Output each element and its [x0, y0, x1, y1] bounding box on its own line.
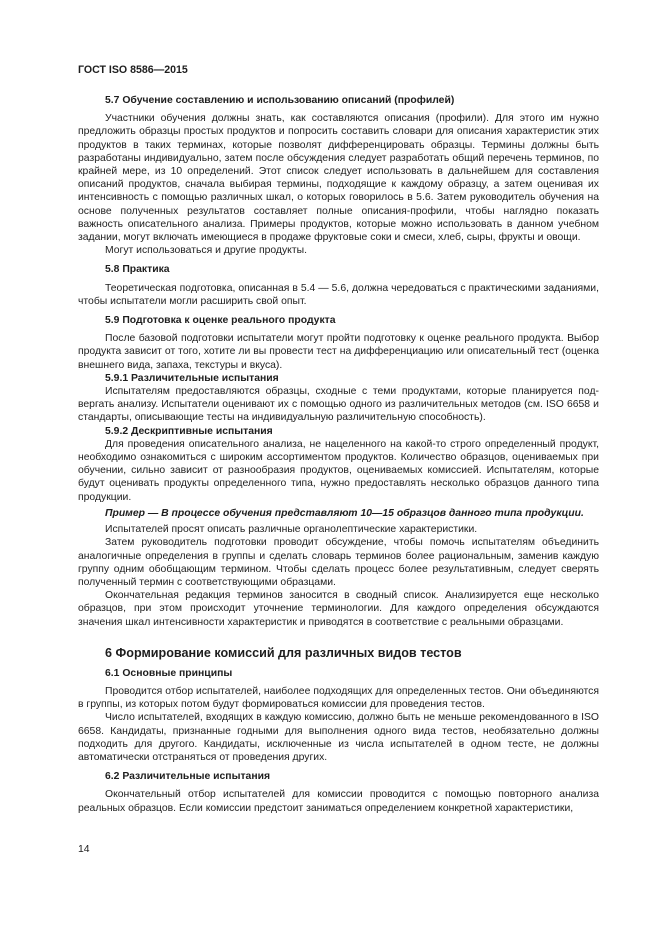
- paragraph: Могут использоваться и другие продукты.: [105, 245, 307, 257]
- paragraph: Для проведения описательного анализа, не нацеленного на какой-то строго определенный продукт, необходимо ознакомиться с широким ассортиментом продуктов. Количество образцов, оцениваемых при обучении, сильно зависит от разнообразия продуктов, оцениваемых комиссией. Испытателям, которые будут оценивать продукты определенного типа, нужно предоставлять несколько образцов данного типа продукции.: [78, 438, 599, 503]
- section-5-9-title: 5.9 Подготовка к оценке реального продукта: [105, 315, 336, 327]
- paragraph: Число испытателей, входящих в каждую комиссию, должно быть не меньше рекомендованного в ISO 6658. Кандидаты, признанные годными для выполнения одного вида тестов, необязательно должны подходить для другого. Кандидаты, исключенные из числа испытателей в одном тесте, не должны автоматически отстраняться от проведения других.: [78, 712, 599, 763]
- paragraph: Окончательная редакция терминов заносится в сводный список. Анализируется еще несколько образцов, при этом происходит уточнение терминологии. Для каждого определения обсуждаются значения шкал интенсивности характеристик и приводятся в соответствие с реальными образцами.: [78, 590, 599, 628]
- paragraph: После базовой подготовки испытатели могут пройти подготовку к оценке реального продукта. Выбор продукта зависит от того, хотите ли вы провести тест на дифференциацию или описательный тест (оценка внешнего вида, запаха, текстуры и вкуса).: [78, 333, 599, 371]
- section-6-title: 6 Формирование комиссий для различных видов тестов: [105, 645, 462, 660]
- document-header: ГОСТ ISO 8586—2015: [78, 64, 188, 76]
- paragraph: Теоретическая подготовка, описанная в 5.4 — 5.6, должна чередоваться с практическими заданиями, чтобы испытатели могли расширить свой опыт.: [78, 282, 599, 307]
- paragraph: Испытателей просят описать различные органолептические характеристики.: [105, 524, 478, 536]
- paragraph: Проводится отбор испытателей, наиболее подходящих для определенных тестов. Они объединяются в группы, из которых потом будут формироваться комиссии для проведения тестов.: [78, 685, 599, 711]
- section-5-7-title: 5.7 Обучение составлению и использованию описаний (профилей): [105, 95, 455, 106]
- paragraph: Испытателям предоставляются образцы, сходные с теми продуктами, которые планируется подвергать анализу. Испытатели оценивают их с помощью одного из различительных методов (см. ISO 6658 и стандарты, описывающие тесты на индивидуальную различительную способность).: [78, 386, 599, 424]
- section-6-2-title: 6.2 Различительные испытания: [105, 771, 271, 783]
- section-6-1-title: 6.1 Основные принципы: [105, 667, 233, 679]
- section-5-9-2-title: 5.9.2 Дескриптивные испытания: [105, 425, 273, 437]
- section-5-9-1-title: 5.9.1 Различительные испытания: [105, 372, 279, 384]
- page-content: [78, 94, 599, 815]
- paragraph: Окончательный отбор испытателей для комиссии проводится с помощью повторного анализа реальных образцов. Если комиссии предстоит заниматься определением конкретной характеристики,: [78, 789, 599, 814]
- section-5-8-title: 5.8 Практика: [105, 264, 170, 276]
- page-number: 14: [78, 844, 90, 855]
- paragraph: Участники обучения должны знать, как составляются описания (профили). Для этого им нужно предложить образцы простых продуктов и попросить составить словари для описания характеристик этих продуктов в таких терминах, которые позволят дифференцировать образцы. Термины должны быть разработаны индивидуально, затем после обсуждения следует разработать общий перечень терминов, по крайней мере, из 10 определений. Этот список следует использовать в дальнейшем для составления описаний продуктов, сначала выбирая термины, подходящие к каждому образцу, а затем оценивая их интенсивность с помощью различных шкал, о которых говорилось в 5.6. Затем руководитель обучения на основе полученных результатов составляет полные описания-профили, чтобы наглядно показать важность описательного анализа. Примеры продуктов, которые можно использовать в данном учебном задании, могут включать имеющиеся в продаже фруктовые соки и смеси, хлеб, сыры, фрукты и овощи.: [78, 113, 599, 244]
- example-note: Пример — В процессе обучения представляют 10—15 образцов данного типа продукции.: [105, 507, 584, 519]
- paragraph: Затем руководитель подготовки проводит обсуждение, чтобы помочь испытателям объединить аналогичные определения в группы и сделать словарь терминов более рациональным, заменив каждую группу одним обобщающим термином. Чтобы сделать процесс более результативным, следует сверять полученный термин с соответствующими образцами.: [78, 537, 599, 588]
